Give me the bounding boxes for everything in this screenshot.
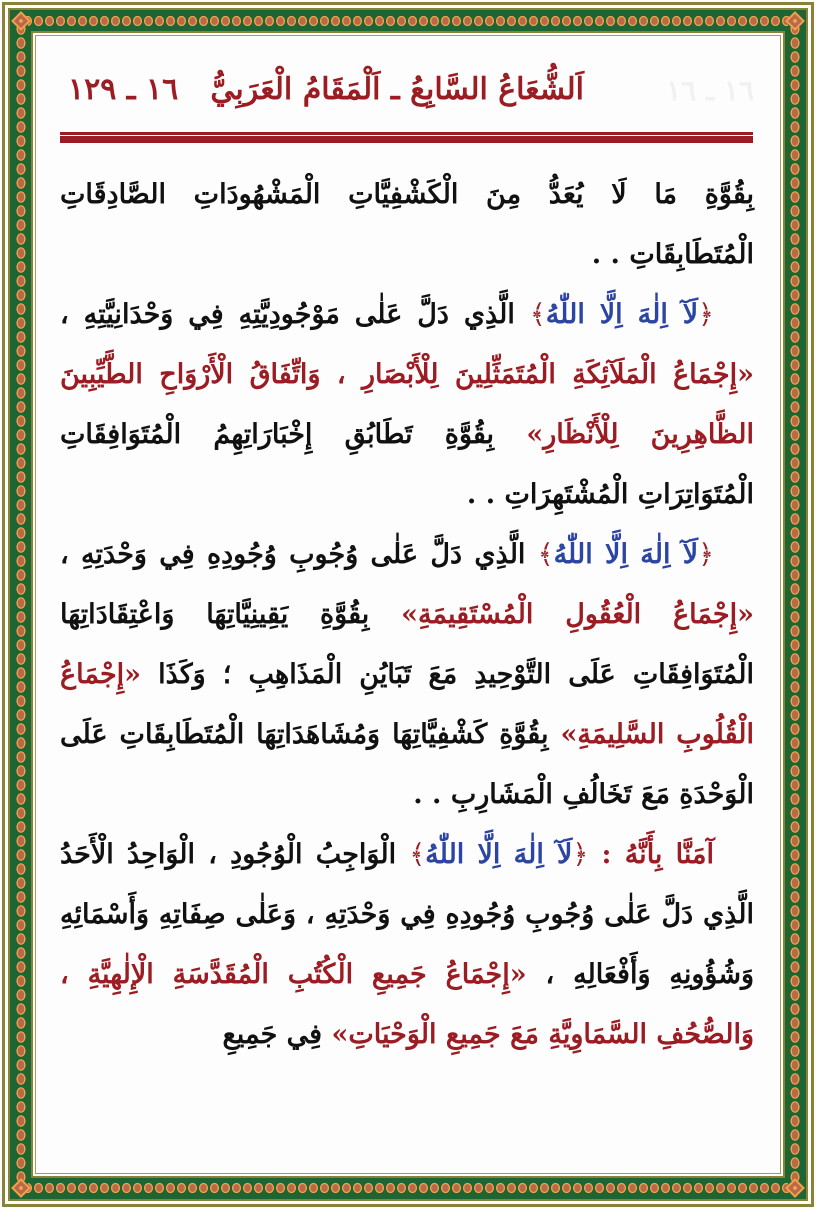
ornate-bracket-open-icon: ﴿ [698,539,715,570]
tahlil-phrase: لَآ اِلٰهَ اِلَّا اللّٰهُ [425,839,573,870]
paragraph [60,285,754,525]
highlighted-quote: «إِجْمَاعُ الْعُقُولِ الْمُسْتَقِيمَةِ» [401,599,754,630]
ornate-bracket-open-icon: ﴿ [698,299,714,330]
text-segment: الَّذِي دَلَّ عَلٰى وُجُوبِ وُجُودِهِ فِي وَحْدَتِهِ ، [60,539,538,570]
highlighted-quote: «إِجْمَاعُ الْمَلَآئِكَةِ الْمُتَمَثِّلِينَ لِلْأَبْصَارِ ، وَاتِّفَاقُ الْأَرْوَاحِ الطَّيِّبِينَ الظَّاهِرِينَ لِلْأَنْظَارِ» [60,359,754,450]
highlighted-quote: «إِجْمَاعُ الْقُلُوبِ السَّلِيمَةِ» [60,659,754,750]
ornament-chain-top [22,14,794,28]
ornament-chain-left [14,22,28,1187]
page-title: اَلشُّعَاعُ السَّابِعُ ـ اَلْمَقَامُ الْعَرَبِيُّ [210,72,584,107]
text-segment: فِي جَمِيعِ [222,1019,332,1050]
paragraph [60,825,754,1065]
ornament-chain-bottom [22,1181,794,1195]
text-segment: الَّذِي دَلَّ عَلٰى مَوْجُودِيَّتِهِ فِي وَحْدَانِيَّتِهِ ، [60,299,530,330]
paragraph [60,165,754,285]
ornate-bracket-open-icon: ﴿ [572,839,589,870]
ornament-chain-right [788,22,802,1187]
highlighted-lead: آمَنَّا بِأَنَّهُ : [588,839,714,870]
header-rule-thick [60,136,753,143]
text-segment: بِقُوَّةِ تَطَابُقِ إِخْبَارَاتِهِمُ الْمُتَوَافِقَاتِ الْمُتَوَاتِرَاتِ الْمُشْتَهِرَاتِ . . [60,419,754,510]
tahlil-phrase: لَآ اِلٰهَ اِلَّا اللّٰهُ [545,299,699,330]
page-range: ١٦ ـ ١٢٩ [68,72,179,107]
ornate-bracket-close-icon: ﴾ [529,299,546,330]
text-segment: بِقُوَّةِ يَقِينِيَّاتِهَا وَاعْتِقَادَاتِهَا الْمُتَوَافِقَاتِ عَلَى التَّوْحِيدِ مَعَ تَبَايُنِ الْمَذَاهِبِ ؛ وَكَذَا [60,599,754,690]
header-ghost-text: ١٦ ـ ١٦ [666,74,754,107]
ornate-bracket-close-icon: ﴾ [409,839,426,870]
body-text [60,165,754,1065]
text-segment: بِقُوَّةِ كَشْفِيَّاتِهَا وَمُشَاهَدَاتِهَا الْمُتَطَابِقَاتِ عَلَى الْوَحْدَةِ مَعَ تَخَالُفِ الْمَشَارِبِ . . [60,719,754,810]
ornate-bracket-close-icon: ﴾ [537,539,554,570]
paragraph [60,525,754,825]
text-segment: الْوَاجِبُ الْوُجُودِ ، الْوَاحِدُ الْأَحَدُ الَّذِي دَلَّ عَلٰى وُجُوبِ وُجُودِهِ فِي وَحْدَتِهِ ، وَعَلٰى صِفَاتِهِ وَأَسْمَائِهِ وَشُؤُونِهِ وَأَفْعَالِهِ ، [60,839,754,990]
tahlil-phrase: لَآ اِلٰهَ اِلَّا اللّٰهُ [553,539,699,570]
header-rule-thin [60,132,753,135]
page-header [60,70,754,128]
highlighted-quote: «إِجْمَاعُ جَمِيعِ الْكُتُبِ الْمُقَدَّسَةِ الْإِلٰهِيَّةِ ، وَالصُّحُفِ السَّمَاوِيَّةِ مَعَ جَمِيعِ الْوَحْيَاتِ» [60,959,754,1050]
text-segment: بِقُوَّةِ مَا لَا يُعَدُّ مِنَ الْكَشْفِيَّاتِ الْمَشْهُودَاتِ الصَّادِقَاتِ الْمُتَطَابِقَاتِ . . [60,179,754,270]
